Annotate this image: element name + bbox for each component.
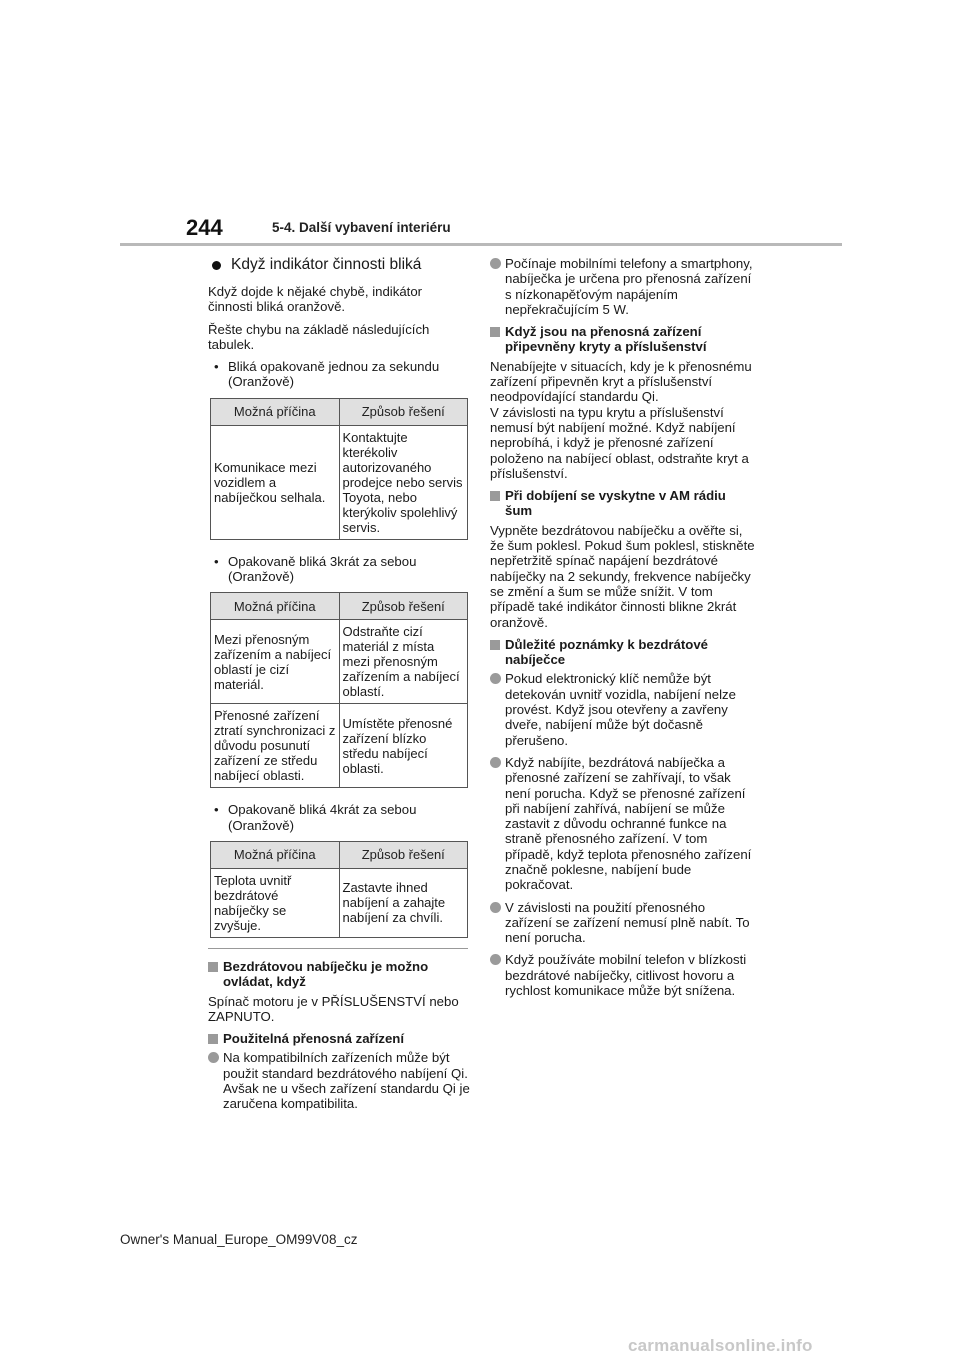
list-item: Když používáte mobilní telefon v blízkosti bezdrátové nabíječky, citlivost hovoru a rychlost komunikace může být snížena. xyxy=(490,952,755,998)
table-row xyxy=(211,620,468,704)
noise-heading: Při dobíjení se vyskytne v AM rádiu šum xyxy=(490,488,755,519)
table2-header-cause: Možná příčina xyxy=(211,593,340,620)
usable-heading: Použitelná přenosná zařízení xyxy=(208,1031,470,1046)
subheading xyxy=(208,256,470,274)
footer-document-name: Owner's Manual_Europe_OM99V08_cz xyxy=(120,1232,358,1247)
table2-header-solution: Způsob řešení xyxy=(339,593,468,620)
table2 xyxy=(210,592,468,788)
dash-bullet-icon: • xyxy=(214,553,219,569)
page-number: 244 xyxy=(186,215,223,240)
covers-heading: Když jsou na přenosná zařízení připevněny kryty a příslušenství xyxy=(490,324,755,355)
square-bullet-icon xyxy=(490,491,500,501)
square-bullet-icon xyxy=(490,327,500,337)
subheading-text: Když indikátor činnosti bliká xyxy=(231,256,422,273)
circle-bullet-icon xyxy=(490,902,501,913)
notes-heading: Důležité poznámky k bezdrátové nabíječce xyxy=(490,637,755,668)
intro-paragraph: Řešte chybu na základě následujících tabulek. xyxy=(208,321,430,352)
table2-label xyxy=(208,554,470,585)
watermark: carmanualsonline.info xyxy=(628,1336,813,1355)
table2-label-text: Opakovaně bliká 3krát za sebou (Oranžově) xyxy=(228,553,417,585)
table1-header-solution: Způsob řešení xyxy=(339,398,468,425)
right-column xyxy=(490,256,755,1005)
table3 xyxy=(210,841,468,938)
header-rule xyxy=(120,243,842,246)
covers-paragraph: V závislosti na typu krytu a příslušenství nemusí být nabíjení možné. Když nabíjení neprobíhá, i když je přenosné zařízení položeno na nabíjecí oblast, odstraňte kryt a příslušenství. xyxy=(490,404,749,481)
section-title: 5-4. Další vybavení interiéru xyxy=(272,220,451,235)
section-divider xyxy=(208,948,468,949)
dash-bullet-icon: • xyxy=(214,802,219,818)
circle-bullet-icon xyxy=(208,1052,219,1063)
list-item: Pokud elektronický klíč nemůže být detekován uvnitř vozidla, nabíjení nelze provést. Když jsou otevřeny a zavřeny dveře, nabíjení může být dočasně přerušeno. xyxy=(490,671,755,747)
table3-label-text: Opakovaně bliká 4krát za sebou (Oranžově) xyxy=(228,802,417,833)
cause-cell: Přenosné zařízení ztratí synchronizaci z důvodu posunutí zařízení ze středu nabíjecí oblasti. xyxy=(211,704,340,788)
noise-text: Vypněte bezdrátovou nabíječku a ověřte si, že šum poklesl. Pokud šum poklesl, stiskněte nepřetržitě spínač napájení bezdrátové nabíječky na 2 sekundy, frekvence nabíječky se změní a šum se může snížit. V tom případě také indikátor činnosti blikne 2krát oranžově. xyxy=(490,522,755,630)
circle-bullet-icon xyxy=(490,757,501,768)
solution-cell: Zastavte ihned nabíjení a zahajte nabíjení za chvíli. xyxy=(339,868,468,937)
operable-heading: Bezdrátovou nabíječku je možno ovládat, když xyxy=(208,959,470,990)
circle-bullet-icon xyxy=(490,954,501,965)
square-bullet-icon xyxy=(208,1034,218,1044)
covers-paragraph: Nenabíjejte v situacích, kdy je k přenosnému zařízení připevněn kryt a příslušenství neodpovídající standardu Qi. xyxy=(490,358,752,405)
circle-bullet-icon xyxy=(490,673,501,684)
operable-text: Spínač motoru je v PŘÍSLUŠENSTVÍ nebo ZAPNUTO. xyxy=(208,993,459,1024)
cause-cell: Komunikace mezi vozidlem a nabíječkou selhala. xyxy=(211,425,340,539)
list-item: V závislosti na použití přenosného zařízení se zařízení nemusí plně nabít. To není porucha. xyxy=(490,900,755,946)
square-bullet-icon xyxy=(490,640,500,650)
table1-label-text: Bliká opakovaně jednou za sekundu (Oranžově) xyxy=(228,359,440,390)
list-item: Když nabíjíte, bezdrátová nabíječka a přenosné zařízení se zahřívají, to však není porucha. Když se přenosné zařízení při nabíjení zahřívá, nabíjení se může zastavit z důvodu ochranné funkce na straně přenosného zařízení. V tom případě, když teplota přenosného zařízení značně poklesne, nabíjení bude pokračovat. xyxy=(490,755,755,893)
table3-label xyxy=(208,802,470,833)
dash-bullet-icon: • xyxy=(214,359,219,375)
cause-cell: Mezi přenosným zařízením a nabíjecí oblastí je cizí materiál. xyxy=(211,620,340,704)
solution-cell: Odstraňte cizí materiál z místa mezi přenosným zařízením a nabíjecí oblastí. xyxy=(339,620,468,704)
bullet-dot-icon xyxy=(212,261,221,270)
table1 xyxy=(210,398,468,540)
table-row xyxy=(211,868,468,937)
intro-paragraph: Když dojde k nějaké chybě, indikátor činnosti bliká oranžově. xyxy=(208,284,423,315)
table1-label xyxy=(208,359,470,390)
cause-cell: Teplota uvnitř bezdrátové nabíječky se zvyšuje. xyxy=(211,868,340,937)
square-bullet-icon xyxy=(208,962,218,972)
table-row xyxy=(211,425,468,539)
circle-bullet-icon xyxy=(490,258,501,269)
solution-cell: Umístěte přenosné zařízení blízko středu nabíjecí oblasti. xyxy=(339,704,468,788)
table3-header-solution: Způsob řešení xyxy=(339,841,468,868)
table-row xyxy=(211,704,468,788)
table1-header-cause: Možná příčina xyxy=(211,398,340,425)
table3-header-cause: Možná příčina xyxy=(211,841,340,868)
list-item: Počínaje mobilními telefony a smartphony, nabíječka je určena pro přenosná zařízení s nízkonapěťovým napájením nepřekračujícím 5 W. xyxy=(490,256,755,317)
list-item: Na kompatibilních zařízeních může být použit standard bezdrátového nabíjení Qi. Avšak ne u všech zařízení standardu Qi je zaručena kompatibilita. xyxy=(208,1050,470,1111)
solution-cell: Kontaktujte kterékoliv autorizovaného prodejce nebo servis Toyota, nebo kterýkoliv spolehlivý servis. xyxy=(339,425,468,539)
left-column xyxy=(208,256,470,1119)
